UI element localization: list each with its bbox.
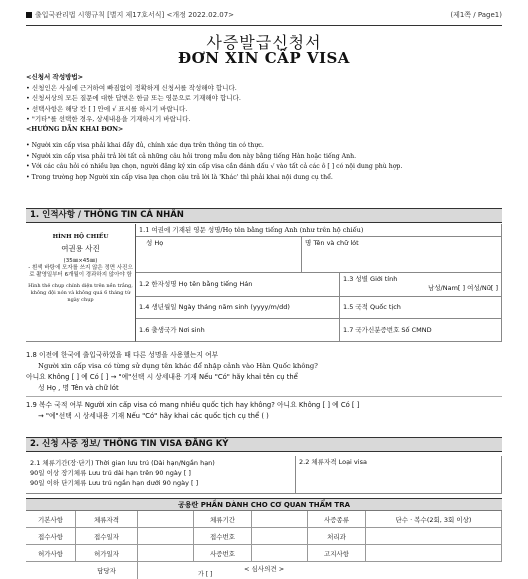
q19-details[interactable]: → "예"선택 시 상세내용 기재 Nếu "Có" hãy khai các quốc tịch cụ thể ( )	[38, 412, 269, 420]
office-r1-c2: 체류자격	[76, 511, 138, 528]
short-term-option[interactable]: 90일 이하 단기체류 Lưu trú ngắn hạn dưới 90 ngày [ ]	[30, 479, 199, 487]
long-term-option[interactable]: 90일 이상 장기체류 Lưu trú dài hạn trên 90 ngày [ ]	[30, 469, 191, 477]
photo-area[interactable]	[26, 224, 136, 342]
form-reference	[26, 10, 502, 24]
birthdate-field[interactable]: 1.4 생년월일 Ngày tháng năm sinh (yyyy/m/dd)	[136, 297, 340, 319]
q18-name-fields[interactable]: 성 Họ , 명 Tên và chữ lót	[38, 384, 119, 392]
office-r2-c7	[366, 528, 502, 545]
photo-label-kr: 여권용 사진	[61, 244, 100, 253]
instruction-kr-1: • 신청인은 사실에 근거하여 빠짐없이 정확하게 신청서를 작성해야 합니다.	[26, 83, 237, 92]
office-check-mark: 가 [ ]	[198, 571, 213, 578]
stay-period-label: 2.1 체류기간(장·단기) Thời gian lưu trú (Dài hạn/Ngắn hạn)	[30, 459, 215, 467]
surname-field[interactable]: 성 Họ	[136, 237, 302, 273]
office-r2-c4: 접수번호	[194, 528, 252, 545]
title-vietnamese: ĐƠN XIN CẤP VISA	[178, 49, 350, 67]
q19-question[interactable]: 1.9 복수 국적 여부 Người xin cấp visa có mang nhiều quốc tịch hay không? 아니요 Không [ ] 예 Có [ ]	[26, 401, 360, 409]
q18-question-vi: Người xin cấp visa có từng sử dụng tên khác để nhập cảnh vào Hàn Quốc không?	[38, 362, 318, 370]
gender-label: 1.3 성별 Giới tính	[343, 275, 398, 283]
office-r1-c3	[138, 511, 194, 528]
photo-size: (35㎜×45㎜)	[63, 258, 98, 264]
office-r3-c2: 허가일자	[76, 545, 138, 562]
gender-field[interactable]	[340, 273, 502, 297]
given-name-field[interactable]: 명 Tên và chữ lót	[302, 237, 502, 273]
square-bullet-icon	[26, 12, 32, 18]
top-divider	[26, 25, 502, 26]
office-r1-c1: 기본사항	[26, 511, 76, 528]
office-r1-c5	[252, 511, 308, 528]
office-r3-c1: 허가사항	[26, 545, 76, 562]
question-1-9	[26, 400, 502, 422]
form-ref-text: 출입국관리법 시행규칙 [별지 제17호서식] <개정 2022.02.07>	[35, 11, 235, 19]
office-r2-c2: 접수일자	[76, 528, 138, 545]
national-id-field[interactable]: 1.7 국가신분증번호 Số CMND	[340, 319, 502, 342]
office-r2-c1: 접수사항	[26, 528, 76, 545]
office-r1-c7: 단수 · 복수(2회, 3회 이상)	[366, 511, 502, 528]
instruction-kr-2: • 신청서상의 모든 질문에 대한 답변은 한글 또는 영문으로 기재해야 합니다.	[26, 94, 241, 102]
office-r3-c3	[138, 545, 194, 562]
office-r2-c3	[138, 528, 194, 545]
photo-label-vi: HÌNH HỘ CHIẾU	[52, 234, 109, 240]
q18-options[interactable]: 아니요 Không [ ] 예 Có [ ] → "예"선택 시 상세내용 기재 Nếu "Có" hãy khai tên cụ thể	[26, 373, 298, 381]
instruction-vi-2: • Người xin cấp visa phải trả lời tất cả những câu hỏi trong mẫu đơn này bằng tiếng Hàn hoặc tiếng Anh.	[26, 152, 357, 160]
section-1-header: 1. 인적사항 / THÔNG TIN CÁ NHÂN	[26, 208, 502, 223]
office-use-header: 공용란 PHẦN DÀNH CHO CƠ QUAN THẨM TRA	[26, 498, 502, 511]
office-r2-c6: 처리과	[308, 528, 366, 545]
divider-q18	[26, 396, 502, 397]
photo-note-kr: - 흰색 바탕에 모자를 쓰지 않은 정면 사진으로 촬영일부터 6개월이 경과하지 않아야 함	[28, 265, 133, 278]
stay-period-field[interactable]	[26, 456, 296, 494]
birth-country-field[interactable]: 1.6 출생국가 Nơi sinh	[136, 319, 340, 342]
office-r2-c5	[252, 528, 308, 545]
office-handler-label: 담당자	[76, 562, 138, 579]
photo-note-vi: Hình thẻ chụp chính diện trên nền trắng, không đội nón và không quá 6 tháng từ ngày chụp	[28, 283, 133, 303]
title-korean: 사증발급신청서	[206, 33, 322, 52]
visa-type-field[interactable]: 2.2 체류자격 Loại visa	[296, 456, 502, 494]
instruction-vi-3: • Với các câu hỏi có nhiều lựa chọn, người đăng ký xin cấp visa cần đánh dấu √ vào tất cả các ô [ ] có nội dung phù hợp.	[26, 163, 403, 170]
office-r1-c6: 사증종류	[308, 511, 366, 528]
hanja-name-field[interactable]: 1.2 한자성명 Họ tên bằng tiếng Hán	[136, 273, 340, 297]
office-r1-c4: 체류기간	[194, 511, 252, 528]
instruction-vi-1: • Người xin cấp visa phải khai đầy đủ, chính xác dựa trên thông tin có thực.	[26, 142, 264, 149]
q18-question-kr: 1.8 이전에 한국에 출입국하였을 때 다른 성명을 사용했는지 여부	[26, 351, 219, 359]
office-r3-c6: 고지사항	[308, 545, 366, 562]
question-1-8	[26, 350, 502, 394]
field-1-1-label: 1.1 여권에 기재된 영문 성명/Họ tên bằng tiếng Anh (như trên hộ chiếu)	[136, 224, 502, 237]
office-review-label: < 심사의견 >	[244, 564, 285, 573]
gender-options[interactable]: 남성/Nam[ ] 여성/Nữ[ ]	[428, 284, 498, 292]
office-r3-c7	[366, 545, 502, 562]
section-2-header: 2. 신청 사증 정보/ THÔNG TIN VISA ĐĂNG KÝ	[26, 437, 502, 452]
office-r3-c4: 사증번호	[194, 545, 252, 562]
nationality-field[interactable]: 1.5 국적 Quốc tịch	[340, 297, 502, 319]
instruction-vi-4: • Trong trường hợp Người xin cấp visa lựa chọn câu trả lời là 'Khác' thì phải khai nội dung cụ thể.	[26, 173, 333, 181]
page-number: (제1쪽 / Page1)	[450, 11, 502, 19]
instruction-kr-4: • "기타"를 선택한 경우, 상세내용을 기재하시기 바랍니다.	[26, 115, 191, 123]
office-r3-c5	[252, 545, 308, 562]
instruction-kr-3: • 선택사항은 해당 칸 [ ] 안에 √ 표시를 하시기 바랍니다.	[26, 104, 188, 113]
instructions	[26, 72, 502, 183]
instructions-heading-vi: <HƯỚNG DẪN KHAI ĐƠN>	[26, 125, 124, 133]
instructions-heading-kr: <신청서 작성방법>	[26, 73, 84, 81]
